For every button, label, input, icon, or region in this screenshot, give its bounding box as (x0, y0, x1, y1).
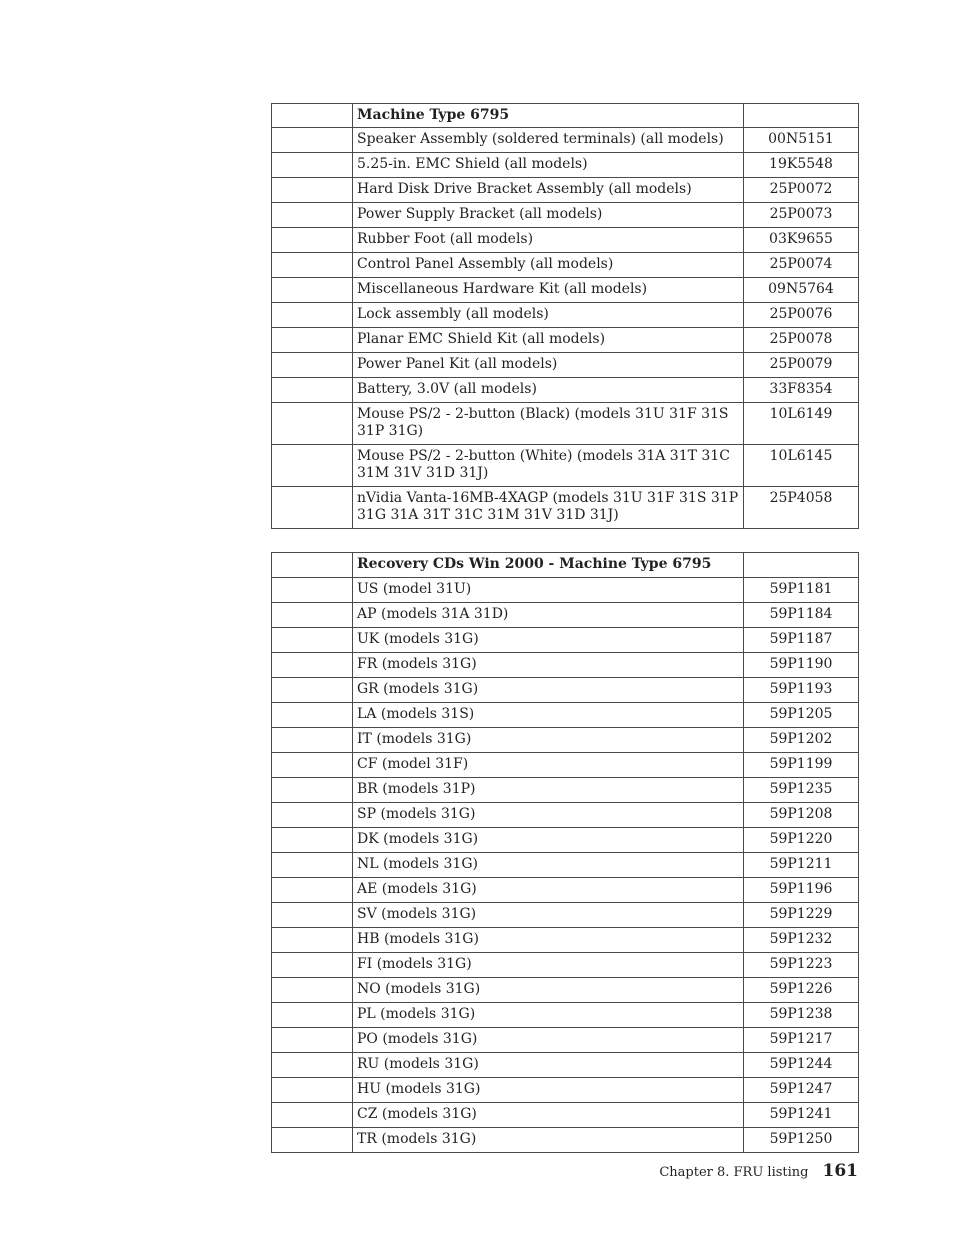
table-row (272, 828, 859, 853)
table-row (272, 753, 859, 778)
part-description: 5.25-in. EMC Shield (all models) (353, 153, 744, 178)
part-description: Mouse PS/2 - 2-button (Black) (models 31U 31F 31S 31P 31G) (353, 403, 744, 445)
part-description: Power Panel Kit (all models) (353, 353, 744, 378)
fru-number: 59P1235 (744, 778, 859, 803)
table-row (272, 653, 859, 678)
table-row (272, 353, 859, 378)
table-row (272, 978, 859, 1003)
page-number: 161 (822, 1161, 858, 1181)
part-description: AE (models 31G) (353, 878, 744, 903)
fru-number: 59P1247 (744, 1078, 859, 1103)
part-description: CZ (models 31G) (353, 1103, 744, 1128)
table-row (272, 1128, 859, 1153)
fru-number: 59P1229 (744, 903, 859, 928)
part-description: RU (models 31G) (353, 1053, 744, 1078)
table-row (272, 203, 859, 228)
table-row (272, 1003, 859, 1028)
fru-header-cell (744, 553, 859, 578)
fru-number: 59P1184 (744, 603, 859, 628)
fru-number: 59P1202 (744, 728, 859, 753)
fru-number: 25P0079 (744, 353, 859, 378)
fru-number: 59P1208 (744, 803, 859, 828)
table-row (272, 728, 859, 753)
fru-number: 59P1226 (744, 978, 859, 1003)
part-description: PL (models 31G) (353, 1003, 744, 1028)
table-row (272, 178, 859, 203)
table-row (272, 403, 859, 445)
table-row (272, 1103, 859, 1128)
part-description: Power Supply Bracket (all models) (353, 203, 744, 228)
part-description: AP (models 31A 31D) (353, 603, 744, 628)
part-description: NO (models 31G) (353, 978, 744, 1003)
part-description: HB (models 31G) (353, 928, 744, 953)
fru-number: 59P1241 (744, 1103, 859, 1128)
part-description: SP (models 31G) (353, 803, 744, 828)
fru-table-recovery-cds (271, 552, 859, 1153)
table-row (272, 253, 859, 278)
fru-number: 59P1181 (744, 578, 859, 603)
table-row (272, 303, 859, 328)
fru-number: 25P0076 (744, 303, 859, 328)
fru-number: 59P1187 (744, 628, 859, 653)
part-description: Lock assembly (all models) (353, 303, 744, 328)
table-row (272, 628, 859, 653)
table-row (272, 278, 859, 303)
fru-number: 10L6149 (744, 403, 859, 445)
part-description: FR (models 31G) (353, 653, 744, 678)
part-description: CF (model 31F) (353, 753, 744, 778)
part-description: PO (models 31G) (353, 1028, 744, 1053)
part-description: BR (models 31P) (353, 778, 744, 803)
fru-number: 59P1205 (744, 703, 859, 728)
table-row (272, 128, 859, 153)
fru-number: 25P0074 (744, 253, 859, 278)
part-description: nVidia Vanta-16MB-4XAGP (models 31U 31F 31S 31P 31G 31A 31T 31C 31M 31V 31D 31J) (353, 487, 744, 529)
fru-number: 25P0072 (744, 178, 859, 203)
fru-number: 09N5764 (744, 278, 859, 303)
part-description: SV (models 31G) (353, 903, 744, 928)
fru-number: 59P1190 (744, 653, 859, 678)
fru-number: 59P1223 (744, 953, 859, 978)
table-row (272, 953, 859, 978)
fru-number: 59P1232 (744, 928, 859, 953)
chapter-title: Chapter 8. FRU listing (659, 1165, 809, 1180)
fru-number: 59P1244 (744, 1053, 859, 1078)
part-description: Hard Disk Drive Bracket Assembly (all models) (353, 178, 744, 203)
fru-number: 19K5548 (744, 153, 859, 178)
table-row (272, 803, 859, 828)
part-description: GR (models 31G) (353, 678, 744, 703)
fru-table-machine-type (271, 103, 859, 529)
table-row (272, 1028, 859, 1053)
table-row (272, 378, 859, 403)
table-row (272, 778, 859, 803)
table-header-row (272, 104, 859, 128)
table-heading: Machine Type 6795 (353, 104, 744, 128)
fru-number: 00N5151 (744, 128, 859, 153)
part-description: FI (models 31G) (353, 953, 744, 978)
fru-number: 59P1211 (744, 853, 859, 878)
table-row (272, 153, 859, 178)
table-row (272, 878, 859, 903)
table-row (272, 853, 859, 878)
fru-number: 59P1199 (744, 753, 859, 778)
fru-number: 03K9655 (744, 228, 859, 253)
table-heading: Recovery CDs Win 2000 - Machine Type 6795 (353, 553, 744, 578)
part-description: Rubber Foot (all models) (353, 228, 744, 253)
table-row (272, 1078, 859, 1103)
part-description: Miscellaneous Hardware Kit (all models) (353, 278, 744, 303)
index-cell (272, 104, 353, 128)
table-row (272, 578, 859, 603)
part-description: NL (models 31G) (353, 853, 744, 878)
table-row (272, 703, 859, 728)
part-description: HU (models 31G) (353, 1078, 744, 1103)
part-description: US (model 31U) (353, 578, 744, 603)
fru-number: 25P0073 (744, 203, 859, 228)
fru-number: 59P1250 (744, 1128, 859, 1153)
part-description: Control Panel Assembly (all models) (353, 253, 744, 278)
table-row (272, 903, 859, 928)
fru-header-cell (744, 104, 859, 128)
page-footer (659, 1161, 858, 1181)
table-row (272, 487, 859, 529)
part-description: IT (models 31G) (353, 728, 744, 753)
part-description: Battery, 3.0V (all models) (353, 378, 744, 403)
fru-number: 33F8354 (744, 378, 859, 403)
part-description: UK (models 31G) (353, 628, 744, 653)
table-row (272, 928, 859, 953)
fru-number: 59P1220 (744, 828, 859, 853)
fru-number: 25P4058 (744, 487, 859, 529)
table-row (272, 445, 859, 487)
part-description: Mouse PS/2 - 2-button (White) (models 31A 31T 31C 31M 31V 31D 31J) (353, 445, 744, 487)
fru-number: 59P1193 (744, 678, 859, 703)
fru-number: 59P1196 (744, 878, 859, 903)
part-description: LA (models 31S) (353, 703, 744, 728)
part-description: DK (models 31G) (353, 828, 744, 853)
fru-number: 59P1238 (744, 1003, 859, 1028)
table-row (272, 678, 859, 703)
part-description: TR (models 31G) (353, 1128, 744, 1153)
fru-number: 59P1217 (744, 1028, 859, 1053)
fru-number: 10L6145 (744, 445, 859, 487)
index-cell (272, 553, 353, 578)
part-description: Speaker Assembly (soldered terminals) (all models) (353, 128, 744, 153)
table-row (272, 1053, 859, 1078)
table-row (272, 603, 859, 628)
table-row (272, 228, 859, 253)
part-description: Planar EMC Shield Kit (all models) (353, 328, 744, 353)
fru-number: 25P0078 (744, 328, 859, 353)
table-row (272, 328, 859, 353)
table-header-row (272, 553, 859, 578)
